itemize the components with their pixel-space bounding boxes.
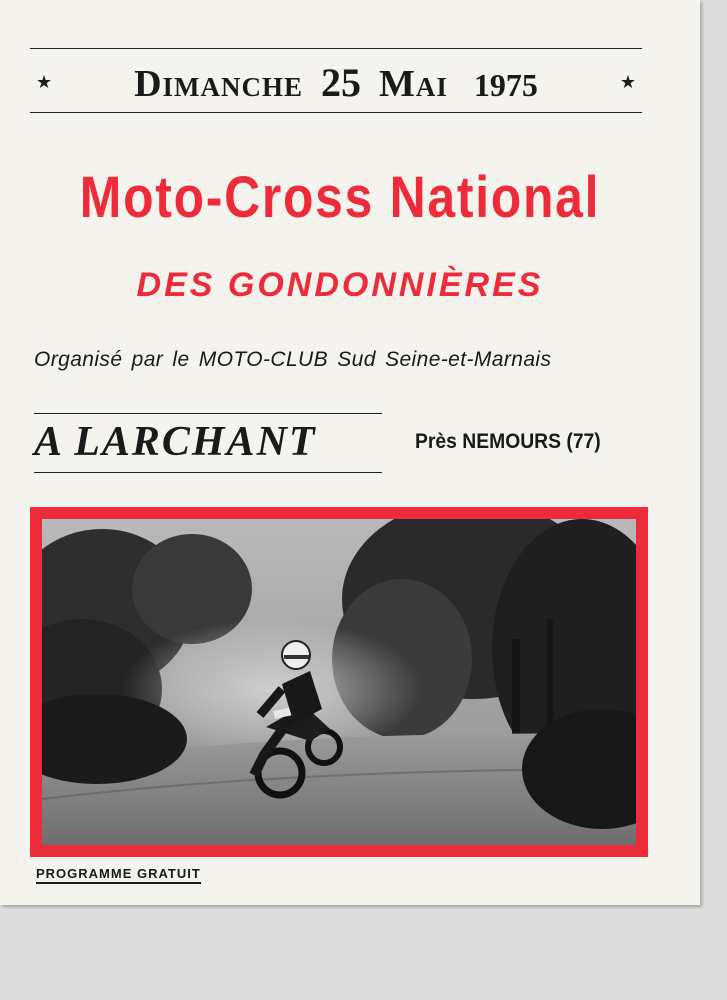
star-left-icon: ★ (36, 71, 53, 92)
event-title: Moto-Cross National (79, 165, 601, 230)
photo-frame (30, 507, 648, 857)
star-right-icon: ★ (619, 71, 636, 92)
event-day-number: 25 (321, 59, 362, 105)
location-near: Près NEMOURS (77) (415, 430, 601, 453)
event-date (134, 59, 538, 106)
motocross-photo (42, 519, 636, 845)
motocross-rider-illustration (42, 519, 636, 845)
event-month: Mai (379, 62, 448, 105)
date-bottom-rule (30, 112, 642, 113)
top-rule (30, 48, 642, 49)
event-subtitle: DES GONDONNIÈRES (136, 266, 544, 304)
free-programme-label: PROGRAMME GRATUIT (36, 866, 201, 884)
location-place: A LARCHANT (34, 419, 317, 465)
location-top-rule (34, 413, 382, 414)
event-date-line (30, 52, 642, 112)
location-bottom-rule (34, 472, 382, 473)
organizer-line: Organisé par le MOTO-CLUB Sud Seine-et-Marnais (34, 348, 552, 371)
event-year: 1975 (473, 66, 538, 103)
event-day: Dimanche (134, 62, 304, 105)
